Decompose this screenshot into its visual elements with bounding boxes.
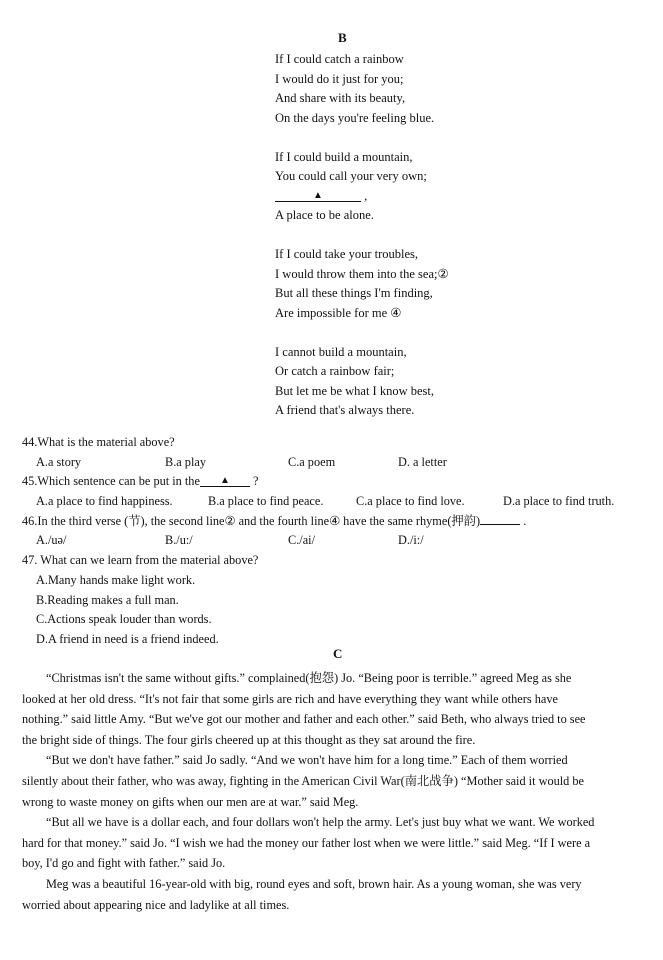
poem-stanza-3 xyxy=(275,245,449,323)
passage-line: wrong to waste money on gifts when our men are at war.” said Meg. xyxy=(22,794,359,809)
poem-stanza-2 xyxy=(275,148,449,226)
passage-line: the bright side of things. The four girls cheered up at this thought as they sat around the fire. xyxy=(22,732,476,747)
option[interactable]: C./ai/ xyxy=(288,533,315,548)
poem-line: If I could take your troubles, xyxy=(275,247,419,261)
poem-line: I would do it just for you; xyxy=(275,71,404,86)
option[interactable]: D.a place to find truth. xyxy=(503,494,615,509)
options-44 xyxy=(22,453,652,473)
question-end: . xyxy=(523,513,527,528)
poem-line: A friend that's always there. xyxy=(275,403,415,417)
section-c-heading: C xyxy=(333,646,343,661)
poem-blank-line xyxy=(275,187,449,207)
option[interactable]: C.a place to find love. xyxy=(356,494,465,509)
passage-line: silently about their father, who was away, fighting in the American Civil War(南北战争) “Mother said it would be xyxy=(22,773,584,788)
option[interactable]: B.a play xyxy=(165,454,206,469)
question-47: 47. What can we learn from the material above? xyxy=(22,553,259,568)
option[interactable]: D.A friend in need is a friend indeed. xyxy=(36,631,219,646)
poem-line: Are impossible for me ④ xyxy=(275,305,402,320)
poem-line: I cannot build a mountain, xyxy=(275,344,407,359)
passage-line: looked at her old dress. “It's not fair that some girls are rich and have everything they want while others have xyxy=(22,691,558,706)
answer-blank xyxy=(480,512,520,525)
passage-line: hard for that money.” said Jo. “I wish we had the money our father lost when we were little.” said Meg. “If I were a xyxy=(22,835,591,850)
paragraph-1 xyxy=(22,668,640,750)
poem xyxy=(275,50,449,440)
passage-line: “Christmas isn't the same without gifts.” complained(抱怨) Jo. “Being poor is terrible.” agreed Meg as she xyxy=(46,671,572,685)
triangle-marker-icon: ▲ xyxy=(219,475,230,487)
option[interactable]: D./i:/ xyxy=(398,533,424,548)
question-mark: ? xyxy=(252,474,259,489)
passage xyxy=(22,668,640,915)
blank-comma: , xyxy=(364,188,368,203)
options-46 xyxy=(22,531,652,551)
passage-line: “But we don't have father.” said Jo sadly. “And we won't have him for a long time.” Each of them worried xyxy=(46,753,568,768)
question-45-text: 45.Which sentence can be put in the xyxy=(22,474,200,489)
passage-line: “But all we have is a dollar each, and four dollars won't help the army. Let's just buy what we want. We worked xyxy=(46,815,595,830)
poem-stanza-4 xyxy=(275,343,449,421)
option[interactable]: A.a place to find happiness. xyxy=(36,494,173,509)
passage-line: worried about appearing nice and ladylike at all times. xyxy=(22,897,290,912)
questions xyxy=(22,433,652,650)
option[interactable]: C.Actions speak louder than words. xyxy=(36,612,212,627)
paragraph-2 xyxy=(22,750,640,812)
option[interactable]: C.a poem xyxy=(288,454,336,469)
option[interactable]: B.a place to find peace. xyxy=(208,494,324,509)
option[interactable]: B./u:/ xyxy=(165,533,193,548)
passage-line: Meg was a beautiful 16-year-old with big, round eyes and soft, brown hair. As a young woman, she was very xyxy=(46,876,582,891)
passage-line: boy, I'd go and fight with father.” said Jo. xyxy=(22,856,226,871)
poem-line: But let me be what I know best, xyxy=(275,383,434,398)
answer-blank xyxy=(200,472,250,487)
question-46-text: 46.In the third verse (节), the second line② and the fourth line④ have the same rhyme(押韵) xyxy=(22,513,481,528)
poem-line: And share with its beauty, xyxy=(275,91,406,105)
option[interactable]: D. a letter xyxy=(398,454,447,469)
option[interactable]: A.Many hands make light work. xyxy=(36,572,196,587)
question-45 xyxy=(22,472,652,492)
poem-line: You could call your very own; xyxy=(275,169,427,183)
passage-line: nothing.” said little Amy. “But we've got our mother and father and each other.” said Beth, who always tried to see xyxy=(22,712,586,727)
poem-line: Or catch a rainbow fair; xyxy=(275,364,395,378)
poem-line: A place to be alone. xyxy=(275,208,374,222)
paragraph-3 xyxy=(22,812,640,874)
section-b-heading: B xyxy=(338,30,347,45)
poem-line: But all these things I'm finding, xyxy=(275,286,433,300)
option[interactable]: A.a story xyxy=(36,454,82,469)
question-44: 44.What is the material above? xyxy=(22,435,175,449)
option[interactable]: B.Reading makes a full man. xyxy=(36,592,179,607)
answer-blank xyxy=(275,187,361,202)
question-46 xyxy=(22,512,652,532)
poem-line: On the days you're feeling blue. xyxy=(275,110,435,125)
poem-line: If I could catch a rainbow xyxy=(275,52,404,66)
poem-stanza-1 xyxy=(275,50,449,128)
option[interactable]: A./uə/ xyxy=(36,533,67,548)
paragraph-4 xyxy=(22,874,640,915)
options-45 xyxy=(22,492,652,512)
poem-line: I would throw them into the sea;② xyxy=(275,266,449,281)
triangle-marker-icon: ▲ xyxy=(313,189,323,201)
poem-line: If I could build a mountain, xyxy=(275,149,413,164)
